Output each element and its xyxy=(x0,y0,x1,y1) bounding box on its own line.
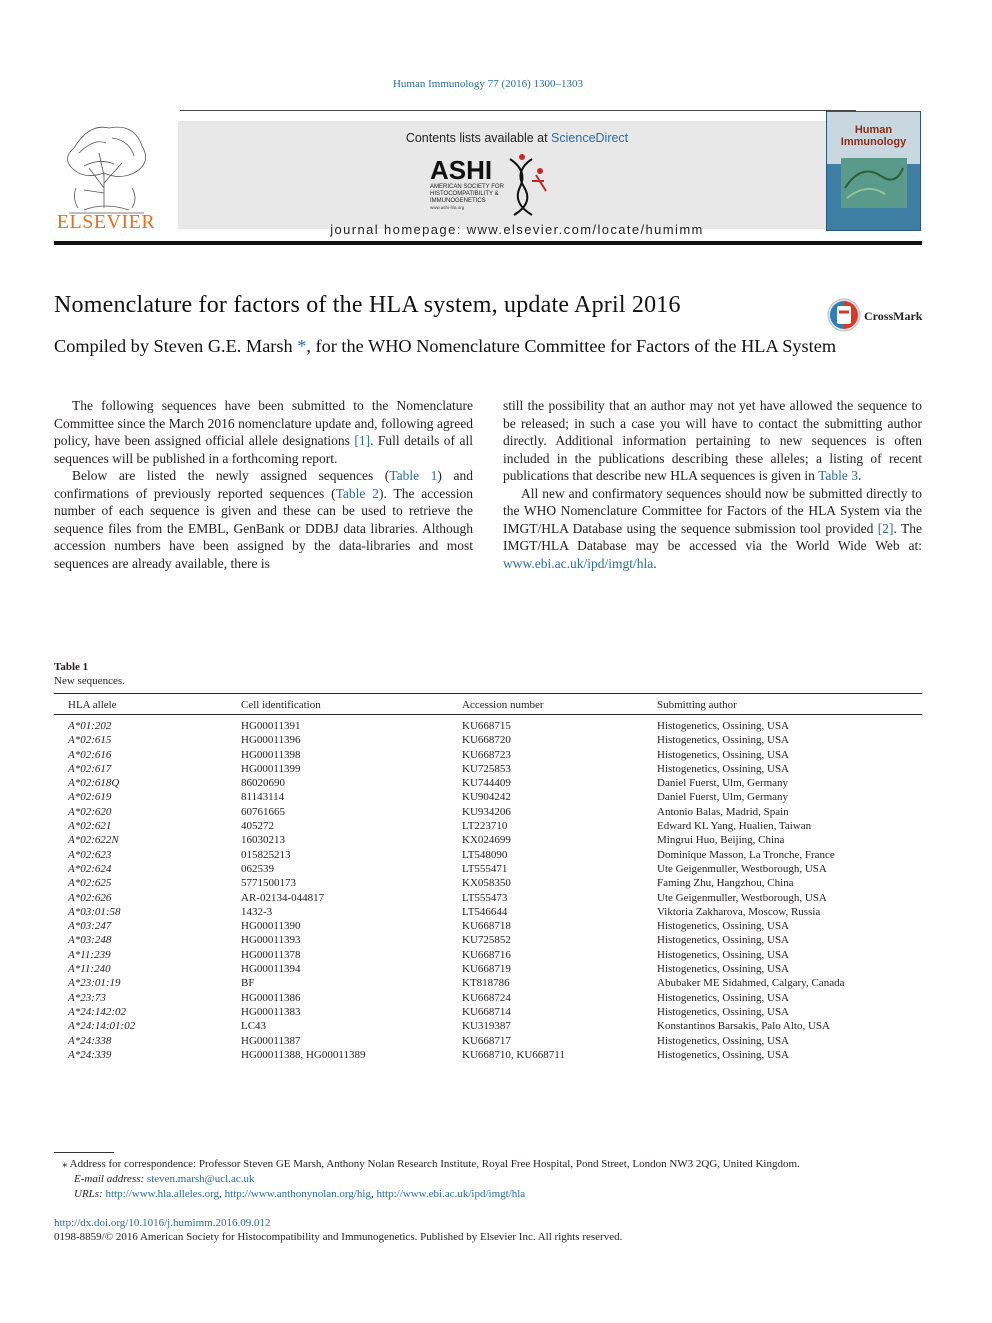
cell-submitting-author: Daniel Fuerst, Ulm, Germany xyxy=(657,791,789,804)
cell-cell-identification: 81143114 xyxy=(241,791,285,804)
homepage-line xyxy=(178,222,856,237)
cell-hla-allele: A*02:623 xyxy=(68,848,112,861)
table-row xyxy=(54,876,922,890)
cell-submitting-author: Ute Geigenmuller, Westborough, USA xyxy=(657,891,827,904)
header-cell-identification: Cell identification xyxy=(241,699,321,711)
table-row xyxy=(54,919,922,933)
cell-submitting-author: Histogenetics, Ossining, USA xyxy=(657,762,789,775)
table-row xyxy=(54,748,922,762)
table-row xyxy=(54,962,922,976)
cell-cell-identification: AR-02134-044817 xyxy=(241,891,325,904)
table-row xyxy=(54,733,922,747)
cell-hla-allele: A*02:617 xyxy=(68,762,112,775)
table-row xyxy=(54,790,922,804)
cell-hla-allele: A*24:339 xyxy=(68,1048,112,1061)
cell-cell-identification: 1432-3 xyxy=(241,905,273,918)
table-row xyxy=(54,905,922,919)
crossmark-icon xyxy=(827,298,861,332)
paragraph-4: All new and confirmatory sequences should now be submitted directly to the WHO Nomenclature Committee for Factors of the HLA System via the IMGT/HLA Database using the sequence submission tool provided [2]. The IMGT/HLA Database may be accessed via the World Wide Web at: www.ebi.ac.uk/ipd/imgt/hla. xyxy=(503,485,922,571)
table-row xyxy=(54,719,922,733)
header-top-rule xyxy=(180,110,856,111)
cell-submitting-author: Histogenetics, Ossining, USA xyxy=(657,934,789,947)
journal-cover[interactable] xyxy=(826,111,921,231)
cell-hla-allele: A*02:624 xyxy=(68,862,112,875)
footnote-address: ⁎ Address for correspondence: Professor Steven GE Marsh, Anthony Nolan Research Institute, Royal Free Hospital, Pond Street, London NW3 2QG, United Kingdom. xyxy=(62,1158,800,1170)
cell-cell-identification: HG00011386 xyxy=(241,991,301,1004)
sciencedirect-link[interactable]: ScienceDirect xyxy=(551,131,629,145)
cell-submitting-author: Konstantinos Barsakis, Palo Alto, USA xyxy=(657,1020,830,1033)
cell-accession-number: KU668724 xyxy=(462,991,511,1004)
corresponding-mark[interactable]: * xyxy=(292,336,307,356)
table-row xyxy=(54,933,922,947)
cell-accession-number: KU319387 xyxy=(462,1020,511,1033)
cell-submitting-author: Antonio Balas, Madrid, Spain xyxy=(657,805,789,818)
table-row xyxy=(54,976,922,990)
cell-cell-identification: HG00011396 xyxy=(241,734,301,747)
cell-cell-identification: HG00011378 xyxy=(241,948,301,961)
footnote-urls-line: URLs: http://www.hla.alleles.org, http://www.anthonynolan.org/hig, http://www.ebi.ac.uk/ipd/imgt/hla xyxy=(74,1188,526,1200)
cell-accession-number: KU668718 xyxy=(462,920,511,933)
journal-header xyxy=(54,110,922,237)
header-accession-number: Accession number xyxy=(462,699,544,711)
cell-cell-identification: 062539 xyxy=(241,862,274,875)
cell-cell-identification: 86020690 xyxy=(241,777,285,790)
cell-submitting-author: Histogenetics, Ossining, USA xyxy=(657,748,789,761)
url-anthony-nolan[interactable]: http://www.anthonynolan.org/hig xyxy=(224,1188,371,1200)
table-label: Table 1 xyxy=(54,661,89,673)
cell-submitting-author: Histogenetics, Ossining, USA xyxy=(657,991,789,1004)
ashi-name-1: AMERICAN SOCIETY FOR xyxy=(430,184,504,190)
cell-accession-number: LT223710 xyxy=(462,820,508,833)
cell-hla-allele: A*02:620 xyxy=(68,805,112,818)
cell-accession-number: KU668714 xyxy=(462,1005,511,1018)
cell-submitting-author: Dominique Masson, La Tronche, France xyxy=(657,848,835,861)
cell-submitting-author: Histogenetics, Ossining, USA xyxy=(657,920,789,933)
cell-accession-number: KX058350 xyxy=(462,877,511,890)
body-column-left xyxy=(54,397,473,572)
cell-cell-identification: 015825213 xyxy=(241,848,291,861)
cell-cell-identification: 405272 xyxy=(241,820,274,833)
table-row xyxy=(54,1019,922,1033)
homepage-url[interactable]: www.elsevier.com/locate/humimm xyxy=(466,222,704,237)
table-grid xyxy=(54,693,922,1062)
table-row xyxy=(54,848,922,862)
cell-accession-number: KX024699 xyxy=(462,834,511,847)
cell-accession-number: KU668710, KU668711 xyxy=(462,1048,565,1061)
cell-cell-identification: HG00011394 xyxy=(241,963,301,976)
cell-submitting-author: Histogenetics, Ossining, USA xyxy=(657,948,789,961)
cell-accession-number: LT546644 xyxy=(462,905,508,918)
cell-hla-allele: A*02:621 xyxy=(68,820,112,833)
cell-submitting-author: Histogenetics, Ossining, USA xyxy=(657,1048,789,1061)
cell-submitting-author: Histogenetics, Ossining, USA xyxy=(657,1005,789,1018)
ashi-abbrev: ASHI xyxy=(430,155,493,185)
table-row xyxy=(54,948,922,962)
ref-1-link[interactable]: [1] xyxy=(354,433,371,448)
doi-link[interactable]: http://dx.doi.org/10.1016/j.humimm.2016.09.012 xyxy=(54,1217,271,1229)
cell-submitting-author: Histogenetics, Ossining, USA xyxy=(657,720,789,732)
cell-submitting-author: Viktoria Zakharova, Moscow, Russia xyxy=(657,905,821,918)
elsevier-wordmark: ELSEVIER xyxy=(56,211,156,233)
cell-hla-allele: A*02:619 xyxy=(68,791,112,804)
cell-hla-allele: A*24:142:02 xyxy=(68,1005,127,1018)
journal-banner xyxy=(178,121,856,237)
crossmark-label: CrossMark xyxy=(864,309,923,323)
table-row xyxy=(54,776,922,790)
cell-submitting-author: Histogenetics, Ossining, USA xyxy=(657,1034,789,1047)
header-hla-allele: HLA allele xyxy=(68,699,117,711)
byline-affiliation: , for the WHO Nomenclature Committee for Factors of the HLA System xyxy=(306,336,837,356)
journal-reference[interactable]: Human Immunology 77 (2016) 1300–1303 xyxy=(392,78,584,90)
cell-hla-allele: A*02:626 xyxy=(68,891,112,904)
cell-accession-number: KU668719 xyxy=(462,963,511,976)
homepage-prefix: journal homepage: xyxy=(330,222,467,237)
copyright-line: 0198-8859/© 2016 American Society for Histocompatibility and Immunogenetics. Published by Elsevier Inc. All rights reserved. xyxy=(54,1231,623,1243)
cell-hla-allele: A*02:618Q xyxy=(68,777,120,790)
cell-cell-identification: HG00011387 xyxy=(241,1034,301,1047)
paragraph-3: still the possibility that an author may not yet have allowed the sequence to be released; in such a case you will have to contact the submitting author directly. Additional information pertaining to new sequences is often included in the publications describing these alleles; a listing of recent publications that describe new HLA sequences is given in Table 3. xyxy=(503,398,922,483)
cell-hla-allele: A*02:615 xyxy=(68,734,112,747)
footnote xyxy=(62,1157,922,1202)
cell-accession-number: KU668716 xyxy=(462,948,511,961)
cell-cell-identification: HG00011388, HG00011389 xyxy=(241,1048,366,1061)
url-hla-alleles[interactable]: http://www.hla.alleles.org xyxy=(105,1188,220,1200)
cell-accession-number: KT818786 xyxy=(462,977,510,990)
contents-prefix: Contents lists available at xyxy=(405,131,552,145)
cell-hla-allele: A*11:239 xyxy=(68,948,111,961)
ashi-name-3: IMMUNOGENETICS xyxy=(430,198,486,204)
cell-accession-number: KU725853 xyxy=(462,762,511,775)
table-header-row xyxy=(54,694,922,715)
cell-submitting-author: Ute Geigenmuller, Westborough, USA xyxy=(657,862,827,875)
cell-submitting-author: Histogenetics, Ossining, USA xyxy=(657,963,789,976)
cell-cell-identification: HG00011399 xyxy=(241,762,301,775)
ashi-name-2: HISTOCOMPATIBILITY & xyxy=(430,191,499,197)
cell-accession-number: KU904242 xyxy=(462,791,511,804)
cell-accession-number: KU668720 xyxy=(462,734,511,747)
email-link[interactable]: steven.marsh@ucl.ac.uk xyxy=(146,1173,255,1185)
table-body xyxy=(54,715,922,1062)
imgt-url-link[interactable]: www.ebi.ac.uk/ipd/imgt/hla xyxy=(503,555,654,571)
table-row xyxy=(54,1048,922,1062)
cell-hla-allele: A*03:01:58 xyxy=(68,905,121,918)
byline xyxy=(54,336,836,357)
cell-submitting-author: Faming Zhu, Hangzhou, China xyxy=(657,877,794,890)
cell-cell-identification: BF xyxy=(241,977,255,990)
url-ebi-imgt[interactable]: http://www.ebi.ac.uk/ipd/imgt/hla xyxy=(376,1188,526,1200)
cover-title: Human Immunology xyxy=(840,124,907,148)
table-caption: New sequences. xyxy=(54,675,125,687)
table-row xyxy=(54,862,922,876)
cell-hla-allele: A*11:240 xyxy=(68,963,111,976)
paragraph-2: Below are listed the newly assigned sequences (Table 1) and confirmations of previously reported sequences (Table 2). The accession number of each sequence is given and these can be used to retrieve the sequence files from the EMBL, GenBank or DDBJ data libraries. Although accession numbers have been assigned by the data-libraries and most sequences are already available, there is xyxy=(54,468,473,571)
article-title: Nomenclature for factors of the HLA system, update April 2016 xyxy=(54,292,681,318)
cell-cell-identification: HG00011398 xyxy=(241,748,301,761)
cell-cell-identification: 5771500173 xyxy=(241,877,296,890)
cell-accession-number: KU725852 xyxy=(462,934,511,947)
author-name: Compiled by Steven G.E. Marsh xyxy=(54,336,293,356)
footnote-email-line: E-mail address: steven.marsh@ucl.ac.uk xyxy=(74,1173,255,1185)
cell-cell-identification: LC43 xyxy=(241,1020,267,1033)
cell-cell-identification: HG00011383 xyxy=(241,1005,301,1018)
cell-cell-identification: 16030213 xyxy=(241,834,285,847)
table-row xyxy=(54,991,922,1005)
cover-figure xyxy=(841,158,907,208)
cell-accession-number: KU744409 xyxy=(462,777,511,790)
ashi-url: www.ashi-hla.org xyxy=(430,205,465,210)
table-1 xyxy=(54,660,922,1062)
cell-hla-allele: A*23:73 xyxy=(68,991,106,1004)
table-row xyxy=(54,805,922,819)
cell-cell-identification: HG00011391 xyxy=(241,720,301,732)
header-rule xyxy=(54,241,922,245)
cell-submitting-author: Mingrui Huo, Beijing, China xyxy=(657,834,785,847)
cell-hla-allele: A*24:14:01:02 xyxy=(68,1020,136,1033)
table-3-link[interactable]: Table 3 xyxy=(818,468,858,483)
cell-accession-number: KU668723 xyxy=(462,748,511,761)
cell-accession-number: KU668717 xyxy=(462,1034,511,1047)
cell-hla-allele: A*02:622N xyxy=(68,834,119,847)
cell-submitting-author: Abubaker ME Sidahmed, Calgary, Canada xyxy=(657,977,845,990)
table-row xyxy=(54,891,922,905)
cell-accession-number: LT555471 xyxy=(462,862,508,875)
cell-accession-number: LT548090 xyxy=(462,848,508,861)
footnote-rule xyxy=(54,1152,114,1153)
crossmark-badge[interactable] xyxy=(827,298,922,332)
body-column-right xyxy=(503,397,922,572)
cell-hla-allele: A*02:625 xyxy=(68,877,112,890)
table-1-link[interactable]: Table 1 xyxy=(389,468,438,483)
cell-accession-number: LT555473 xyxy=(462,891,508,904)
cell-hla-allele: A*23:01:19 xyxy=(68,977,121,990)
cell-hla-allele: A*24:338 xyxy=(68,1034,112,1047)
cell-hla-allele: A*02:616 xyxy=(68,748,112,761)
cell-hla-allele: A*01:202 xyxy=(68,720,112,732)
cell-cell-identification: 60761665 xyxy=(241,805,285,818)
ref-2-link[interactable]: [2] xyxy=(877,520,894,536)
cell-submitting-author: Daniel Fuerst, Ulm, Germany xyxy=(657,777,789,790)
contents-line xyxy=(178,131,856,145)
table-2-link[interactable]: Table 2 xyxy=(335,485,379,501)
table-row xyxy=(54,819,922,833)
header-submitting-author: Submitting author xyxy=(657,699,737,711)
cell-hla-allele: A*03:247 xyxy=(68,920,112,933)
table-row xyxy=(54,833,922,847)
cell-cell-identification: HG00011390 xyxy=(241,920,301,933)
paragraph-1: The following sequences have been submitted to the Nomenclature Committee since the March 2016 nomenclature update and, following agreed policy, have been assigned official allele designations [1]. Full details of all sequences will be published in a forthcoming report. xyxy=(54,398,473,466)
cell-accession-number: KU934206 xyxy=(462,805,511,818)
table-row xyxy=(54,1034,922,1048)
cell-submitting-author: Edward KL Yang, Hualien, Taiwan xyxy=(657,820,812,833)
ashi-logo xyxy=(428,151,558,225)
table-row xyxy=(54,1005,922,1019)
cell-cell-identification: HG00011393 xyxy=(241,934,301,947)
table-row xyxy=(54,762,922,776)
cell-submitting-author: Histogenetics, Ossining, USA xyxy=(657,734,789,747)
cell-accession-number: KU668715 xyxy=(462,720,511,732)
cell-hla-allele: A*03:248 xyxy=(68,934,112,947)
